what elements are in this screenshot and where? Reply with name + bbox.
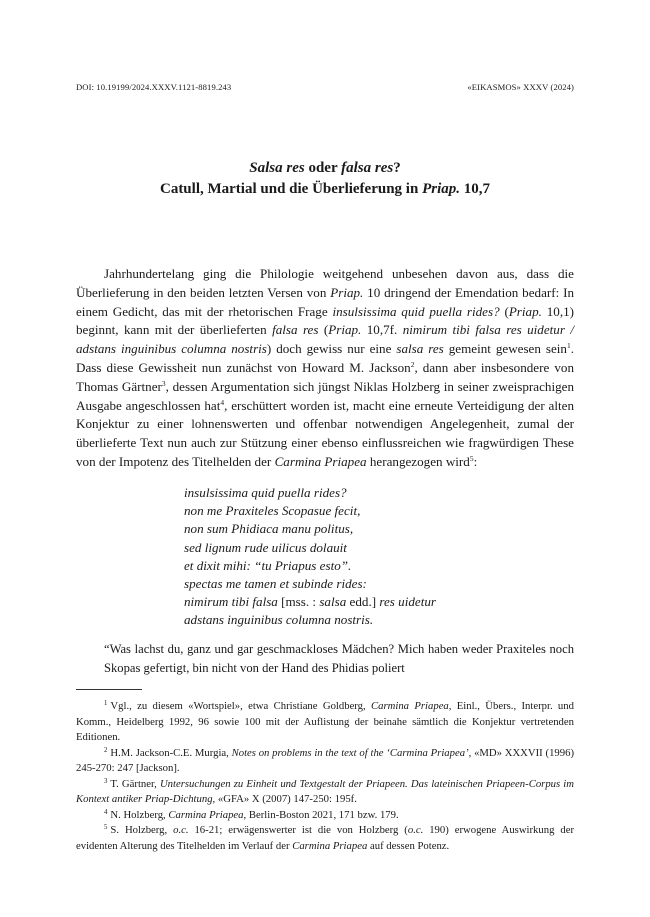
text-run: S. Holzberg, bbox=[110, 824, 174, 836]
text-run: , «GFA» X (2007) 147-250: 195f. bbox=[212, 793, 357, 805]
text-run: nimirum tibi falsa res uidetur / adstans inguinibus columna nostris bbox=[76, 322, 574, 357]
verse-line: insulsissima quid puella rides? bbox=[184, 485, 347, 500]
text-run: insulsissima quid puella rides? bbox=[332, 303, 500, 319]
text-run: 10 dringend der Emendation bedarf: In einem Gedicht, das mit der rhetorischen Frage bbox=[76, 284, 574, 319]
text-run: Jahrhundertelang ging die Philologie weitgehend unbesehen davon aus, dass die Überlieferung in den beiden letzten Versen von bbox=[76, 266, 574, 300]
text-run: Untersuchungen zu Einheit und Textgestalt der Priapeen. Das lateinischen Priapeen-Corpus im Kontext antiker Priap-Dichtung bbox=[76, 777, 574, 805]
text-run: o.c. bbox=[173, 824, 189, 836]
latin-verse-quote bbox=[184, 484, 564, 630]
text-run: nimirum tibi falsa bbox=[184, 594, 278, 610]
footnote-ref-2[interactable]: 2 bbox=[410, 359, 415, 369]
text-run: salsa bbox=[319, 594, 347, 610]
title-question-mark: ? bbox=[393, 160, 401, 176]
text-run: gemeint gewesen sein bbox=[443, 341, 567, 357]
text-run: auf dessen Potenz. bbox=[367, 839, 450, 852]
footnote-3 bbox=[76, 777, 574, 808]
footnote-divider bbox=[76, 689, 142, 690]
text-run: o.c. bbox=[407, 824, 424, 836]
text-run: , «MD» XXXVII (1996) 245-270: 247 [Jackson]. bbox=[76, 746, 574, 774]
article-title bbox=[76, 158, 574, 200]
text-run: , dann aber insbesondere von Thomas Gärtner bbox=[76, 359, 574, 394]
text-run: , Einl., Übers., Interpr. und Komm., Heidelberg 1992, 96 sowie 100 mit der Auflistung der beinahe sämtlich die Konjektur vertretenden Editionen. bbox=[76, 700, 574, 743]
text-run: res uidetur bbox=[379, 594, 436, 610]
text-run: Notes on problems in the text of the ‘Carmina Priapea’ bbox=[231, 746, 469, 759]
title-line-2-text: Catull, Martial und die Überlieferung in bbox=[159, 181, 423, 197]
footnote-4 bbox=[76, 808, 574, 824]
text-run: ( bbox=[318, 322, 329, 338]
text-run: , dessen Argumentation sich jüngst Niklas Holzberg in seiner zweisprachigen Ausgabe angeschlossen hat bbox=[76, 378, 575, 413]
footnotes bbox=[76, 699, 574, 854]
verse-line: spectas me tamen et subinde rides: bbox=[184, 576, 367, 592]
footnote-ref-3[interactable]: 3 bbox=[161, 378, 166, 388]
verse-line: sed lignum rude uilicus dolauit bbox=[184, 539, 347, 555]
footnote-ref-5[interactable]: 5 bbox=[469, 453, 474, 463]
journal-label: «EIKASMOS» XXXV (2024) bbox=[467, 82, 574, 92]
text-run: 10,1) beginnt, kann mit der überlieferten bbox=[76, 303, 574, 338]
text-run: falsa res bbox=[272, 322, 319, 338]
text-run: [mss. : bbox=[277, 594, 320, 610]
footnote-2 bbox=[76, 746, 574, 777]
german-translation bbox=[76, 640, 574, 677]
title-priap: Priap. bbox=[422, 181, 460, 197]
text-run: salsa res bbox=[396, 341, 444, 357]
footnote-number: 3 bbox=[104, 777, 108, 785]
translation-text: “Was lachst du, ganz und gar geschmackloses Mädchen? Mich haben weder Praxiteles noch Skopas gefertigt, bin nicht von der Hand des Phidias poliert bbox=[104, 642, 574, 675]
title-line-1 bbox=[76, 158, 574, 179]
footnote-5 bbox=[76, 823, 574, 854]
text-run: Carmina Priapea bbox=[168, 808, 244, 821]
text-run: Carmina Priapea bbox=[274, 453, 367, 469]
footnote-number: 5 bbox=[104, 824, 108, 831]
text-run: T. Gärtner, bbox=[110, 777, 160, 790]
text-run: ( bbox=[499, 303, 509, 319]
text-run: Priap. bbox=[328, 322, 362, 338]
title-line-2 bbox=[76, 179, 574, 200]
title-oder: oder bbox=[304, 160, 342, 176]
text-run: . Dass diese Gewissheit nun zunächst von Howard M. Jackson bbox=[76, 341, 574, 375]
verse-line: non sum Phidiaca manu politus, bbox=[184, 521, 354, 537]
text-run: Carmina Priapea bbox=[292, 839, 368, 852]
verse-line: adstans inguinibus columna nostris. bbox=[184, 612, 374, 628]
footnote-number: 2 bbox=[104, 746, 108, 754]
title-number: 10,7 bbox=[460, 181, 490, 197]
text-run: Carmina Priapea bbox=[371, 700, 449, 712]
verse-line: et dixit mihi: “tu Priapus esto”. bbox=[184, 557, 352, 573]
verse-line: non me Praxiteles Scopasue fecit, bbox=[184, 503, 361, 519]
text-run: herangezogen wird bbox=[366, 453, 470, 469]
text-run: 16-21; erwägenswerter ist die von Holzberg ( bbox=[188, 824, 408, 836]
text-run: N. Holzberg, bbox=[110, 808, 169, 821]
footnote-ref-4[interactable]: 4 bbox=[220, 397, 225, 407]
running-header bbox=[76, 82, 574, 92]
text-run: : bbox=[473, 453, 478, 469]
text-run: , Berlin-Boston 2021, 171 bzw. 179. bbox=[243, 808, 399, 821]
footnote-number: 1 bbox=[104, 700, 108, 707]
text-run: 190) erwogene Auswirkung der evidenten Alterung des Titelhelden im Verlauf der bbox=[76, 824, 575, 852]
body-paragraph bbox=[76, 265, 574, 472]
text-run: Priap. bbox=[330, 284, 364, 300]
text-run: , erschüttert worden ist, macht eine erneute Verteidigung der alten Konjektur zu einer lohnenswerten und offenbar notwendigen Angelegenheit, zumal der überlieferte Text nun auch zur Stützung einer ebenso einflussreichen wie fragwürdigen These von der Impotenz des Titelhelden der bbox=[76, 397, 574, 469]
footnote-number: 4 bbox=[104, 808, 108, 816]
text-run: edd.] bbox=[346, 594, 380, 610]
title-falsa: falsa res bbox=[341, 160, 394, 176]
verse-line-apparatus bbox=[184, 593, 564, 611]
text-run: ) doch gewiss nur eine bbox=[266, 341, 397, 357]
doi-label: DOI: 10.19199/2024.XXXV.1121-8819.243 bbox=[76, 82, 232, 92]
text-run: Vgl., zu diesem «Wortspiel», etwa Christiane Goldberg, bbox=[110, 700, 372, 712]
text-run: 10,7f. bbox=[361, 322, 403, 338]
footnote-1 bbox=[76, 699, 574, 746]
text-run: Priap. bbox=[508, 303, 542, 319]
intro-paragraph bbox=[76, 265, 574, 472]
text-run: H.M. Jackson-C.E. Murgia, bbox=[110, 746, 232, 759]
footnote-ref-1[interactable]: 1 bbox=[566, 341, 571, 351]
title-salsa: Salsa res bbox=[249, 160, 305, 176]
